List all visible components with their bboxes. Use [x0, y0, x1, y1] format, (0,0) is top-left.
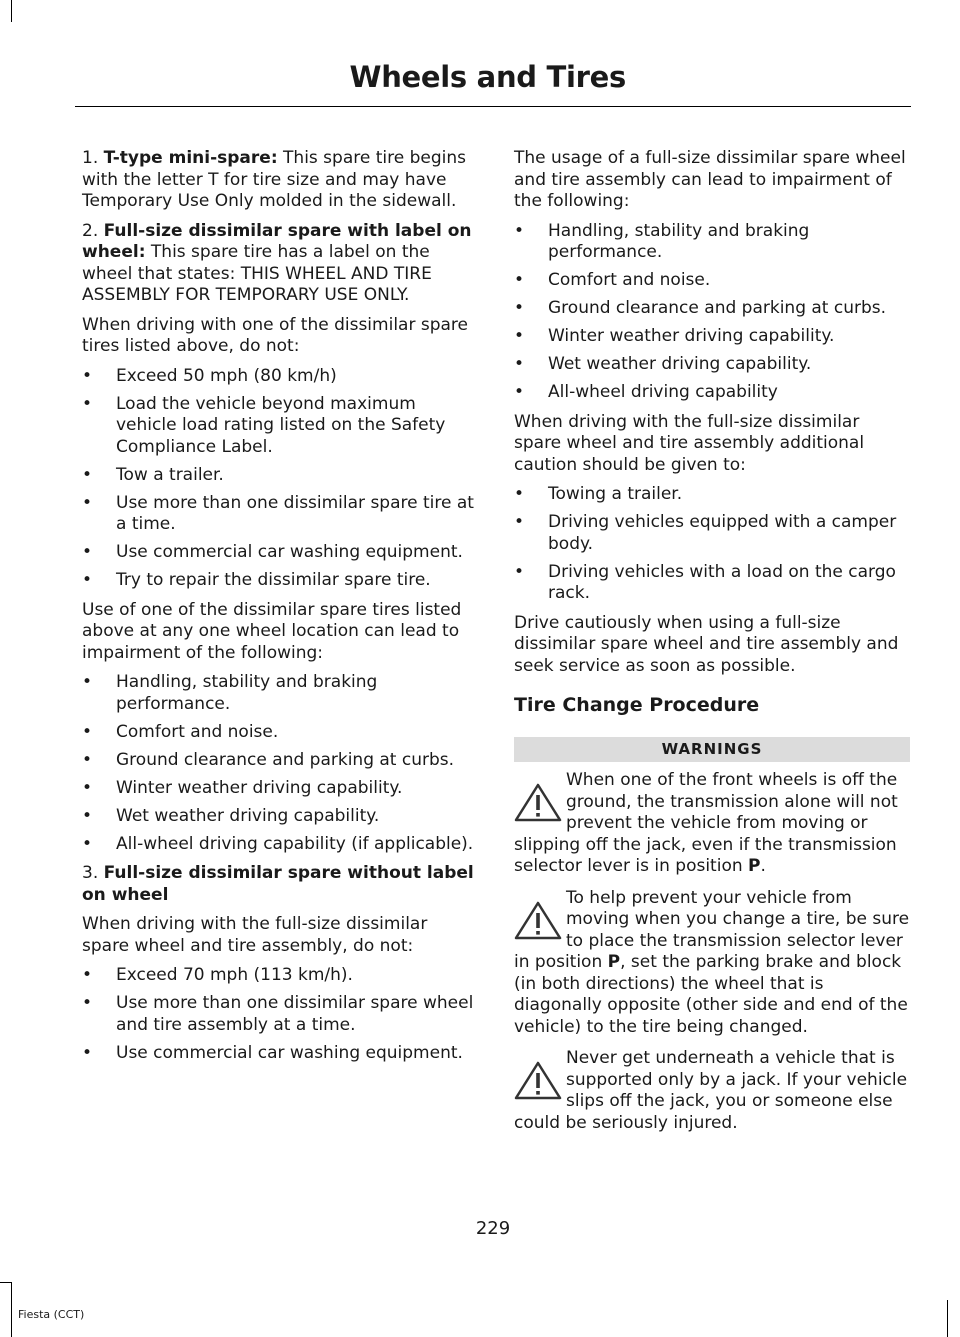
list-item: • Wet weather driving capability. — [82, 806, 477, 828]
list-item: • Towing a trailer. — [514, 484, 910, 506]
footer-model: Fiesta (CCT) — [18, 1308, 85, 1321]
crop-mark-bottom-left-h — [0, 1282, 12, 1283]
paragraph: Drive cautiously when using a full-size dissimilar spare wheel and tire assembly and seek service as soon as possible. — [514, 612, 899, 676]
list-item: • Use commercial car washing equipment. — [82, 1043, 477, 1065]
spare-type-1-title: T-type mini-spare: — [103, 148, 278, 168]
page-number: 229 — [475, 1218, 511, 1239]
spare-type-2: 2. Full-size dissimilar spare with label on wheel: This spare tire has a label on the wheel that states: THIS WHEEL AND TIRE ASSEMBLY FOR TEMPORARY USE ONLY. — [82, 220, 472, 305]
warnings-header: WARNINGS — [514, 737, 910, 763]
crop-mark-bottom-left — [11, 1282, 12, 1337]
caution-list — [514, 484, 910, 605]
list-item: • Winter weather driving capability. — [514, 326, 910, 348]
left-column — [82, 148, 477, 1072]
warning-2: To help prevent your vehicle from moving when you change a tire, be sure to place the transmission selector lever in position P, set the parking brake and block (in both directions) the wheel that is diagonally opposite (other side and end of the vehicle) to the tire being changed. — [514, 887, 910, 1037]
warning-1: When one of the front wheels is off the ground, the transmission alone will not prevent the vehicle from moving or slipping off the jack, even if the transmission selector lever is in position P. — [514, 770, 898, 876]
list-item: • Tow a trailer. — [82, 465, 477, 487]
spare-type-1: 1. T-type mini-spare: This spare tire begins with the letter T for tire size and may have Temporary Use Only molded in the sidewall. — [82, 148, 466, 211]
list-item: • Comfort and noise. — [514, 270, 910, 292]
list-item: • Ground clearance and parking at curbs. — [82, 750, 477, 772]
list-item: • Wet weather driving capability. — [514, 354, 910, 376]
list-item: • Driving vehicles with a load on the cargo rack. — [514, 562, 910, 605]
warning-triangle-icon — [512, 1058, 564, 1102]
list-item: • Driving vehicles equipped with a camper body. — [514, 512, 910, 555]
full-size-do-not-list — [82, 965, 477, 1064]
warning-3: Never get underneath a vehicle that is supported only by a jack. If your vehicle slips off the jack, you or someone else could be seriously injured. — [514, 1048, 908, 1133]
paragraph: Use of one of the dissimilar spare tires listed above at any one wheel location can lead to impairment of the following: — [82, 599, 462, 663]
list-item: • All-wheel driving capability — [514, 382, 910, 404]
warning-triangle-icon — [512, 898, 564, 942]
section-title: Tire Change Procedure — [514, 694, 760, 716]
warning-triangle-icon — [512, 780, 564, 824]
list-item: • Exceed 50 mph (80 km/h) — [82, 366, 477, 388]
list-item: • Use more than one dissimilar spare tire at a time. — [82, 493, 477, 536]
list-item: • Load the vehicle beyond maximum vehicle load rating listed on the Safety Compliance Label. — [82, 394, 477, 459]
list-item: • Try to repair the dissimilar spare tire. — [82, 570, 477, 592]
list-item: • Handling, stability and braking performance. — [514, 221, 910, 264]
list-item: • Exceed 70 mph (113 km/h). — [82, 965, 477, 987]
list-item: • Ground clearance and parking at curbs. — [514, 298, 910, 320]
list-item: • Use more than one dissimilar spare wheel and tire assembly at a time. — [82, 993, 477, 1036]
list-item: • Handling, stability and braking performance. — [82, 672, 477, 715]
crop-mark-bottom-right — [947, 1300, 948, 1337]
paragraph: The usage of a full-size dissimilar spare wheel and tire assembly can lead to impairment of the following: — [514, 148, 906, 211]
header-divider — [75, 106, 911, 107]
list-item: • Winter weather driving capability. — [82, 778, 477, 800]
usage-impairment-list — [514, 221, 910, 404]
crop-mark-top-left — [11, 0, 12, 22]
paragraph: When driving with one of the dissimilar spare tires listed above, do not: — [82, 314, 468, 356]
page-header-title: Wheels and Tires — [349, 60, 626, 94]
paragraph: When driving with the full-size dissimilar spare wheel and tire assembly, do not: — [82, 914, 428, 956]
paragraph: When driving with the full-size dissimilar spare wheel and tire assembly additional caution should be given to: — [514, 411, 865, 475]
list-item: • Use commercial car washing equipment. — [82, 542, 477, 564]
list-item: • Comfort and noise. — [82, 722, 477, 744]
do-not-list — [82, 366, 477, 592]
right-column — [514, 148, 910, 1144]
list-item: • All-wheel driving capability (if applicable). — [82, 834, 477, 856]
spare-type-2-title: Full-size dissimilar spare with label on wheel: — [82, 220, 472, 262]
impairment-list — [82, 672, 477, 855]
spare-type-3-title: Full-size dissimilar spare without label on wheel — [82, 863, 474, 905]
spare-type-3: 3. Full-size dissimilar spare without label on wheel — [82, 863, 474, 905]
